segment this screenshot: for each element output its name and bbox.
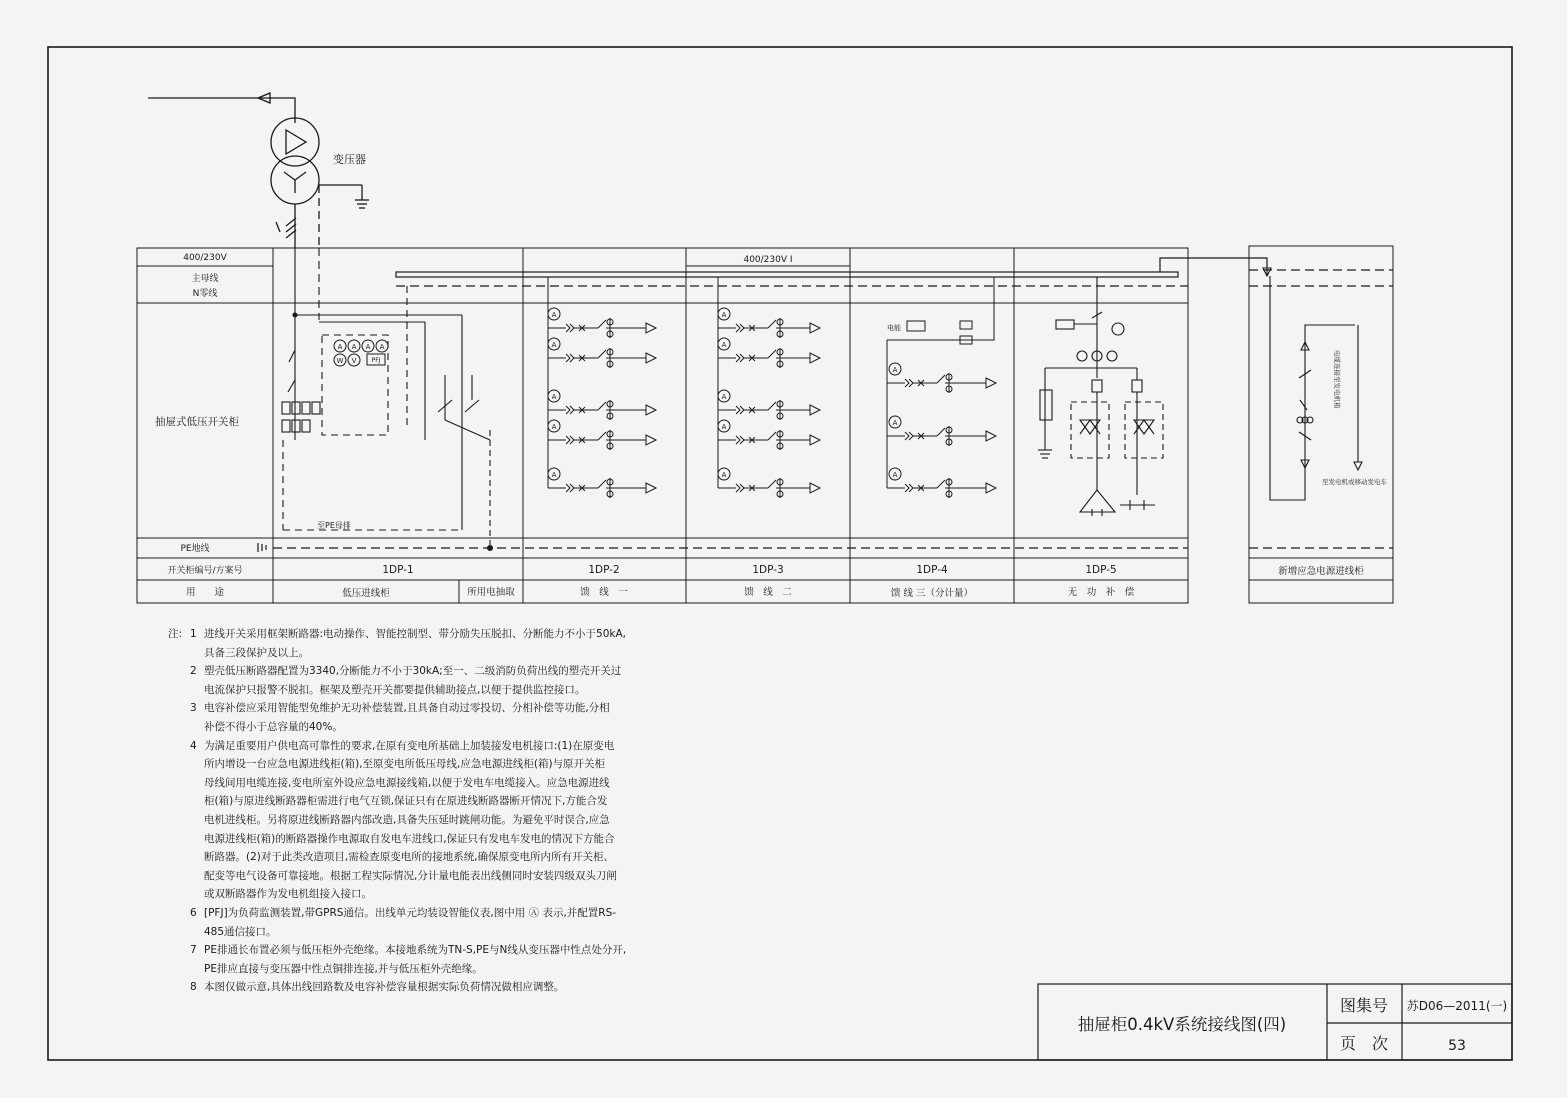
- usage-label: 用 途: [185, 587, 225, 598]
- ammeter-symbol-text: A: [721, 423, 727, 431]
- note-item: [168, 662, 728, 699]
- ammeter-symbol-text: A: [892, 419, 898, 427]
- feeder-branch: [718, 478, 820, 498]
- panel-id-5: 1DP-5: [1085, 564, 1117, 576]
- feeder-branch: [718, 400, 820, 420]
- ammeter-symbol-text: A: [365, 343, 371, 351]
- feeder-branch: [548, 430, 656, 450]
- ammeter-symbol-text: A: [551, 393, 557, 401]
- fuse-box: [960, 321, 972, 329]
- emergency-circuit: [1263, 268, 1362, 500]
- ammeter-symbol-text: A: [892, 471, 898, 479]
- cabinet-no-label: 开关柜编号/方案号: [167, 566, 243, 576]
- atlas-label: 图集号: [1339, 996, 1389, 1015]
- main-busbar: [258, 258, 1393, 552]
- main-bus-label: 主母线: [191, 274, 219, 284]
- transformer: [148, 93, 369, 248]
- feeder-branch: [887, 478, 996, 498]
- panel-id-2: 1DP-2: [588, 564, 620, 576]
- feeder-branch: [548, 318, 656, 338]
- panel-usage-1: 低压进线柜: [342, 588, 390, 599]
- note-item: [168, 699, 728, 736]
- note-number: 4: [190, 739, 197, 752]
- note-item: [168, 978, 728, 997]
- panel-usage-4: 馈 线 三（分计量）: [890, 588, 974, 599]
- feeder-branch: [887, 373, 996, 393]
- feeder-branch: [548, 348, 656, 368]
- drawing-title: 抽屉柜0.4kV系统接线图(四): [1077, 1015, 1287, 1034]
- panel-id-1: 1DP-1: [382, 564, 414, 576]
- neutral-label: N零线: [192, 289, 218, 299]
- feeder-branch: [548, 478, 656, 498]
- feeder-branch: [718, 430, 820, 450]
- ammeter-symbol-text: A: [551, 423, 557, 431]
- panel-usage-3: 馈 线 二: [744, 587, 792, 598]
- voltage-center-label: 400/230V Ⅰ: [743, 255, 793, 265]
- note-item: [168, 941, 728, 978]
- note-number: 7: [190, 944, 197, 957]
- note-text: 电容补偿应采用智能型免维护无功补偿装置,且具备自动过零投切、分相补偿等功能,分相 补偿不得小于总容量的40%。: [204, 702, 610, 733]
- feeder-circuits: [548, 277, 996, 498]
- note-item: [168, 625, 728, 662]
- note-text: PE排通长布置必须与低压柜外壳绝缘。本接地系统为TN-S,PE与N线从变压器中性点处分开, PE排应直接与变压器中性点铜排连接,并与低压柜外壳绝缘。: [204, 944, 627, 975]
- notes-section: [168, 625, 728, 997]
- note-number: 2: [190, 665, 197, 678]
- emergency-side-label: 电缆连接至发电机箱: [1333, 350, 1341, 409]
- atlas-value: 苏D06—2011(一): [1406, 999, 1508, 1013]
- emergency-bottom-label: 至发电机或移动发电车: [1322, 478, 1387, 486]
- metering-label: 电能: [887, 324, 901, 332]
- note-item: [168, 904, 728, 941]
- ammeter-symbol-text: A: [892, 366, 898, 374]
- pfj-label: PFJ: [371, 357, 381, 364]
- page-value: 53: [1448, 1038, 1466, 1054]
- ammeter-symbol-text: A: [721, 341, 727, 349]
- note-number: 1: [190, 628, 197, 640]
- note-text: 塑壳低压断路器配置为3340,分断能力不小于30kA;至一、二级消防负荷出线的塑壳开关过 电流保护只报警不脱扣。框架及塑壳开关都要提供辅助接点,以便于提供监控接口。: [204, 665, 622, 696]
- emergency-usage: 新增应急电源进线柜: [1278, 566, 1364, 577]
- feeder-branch: [548, 400, 656, 420]
- ammeter-symbol-text: A: [551, 311, 557, 319]
- ammeter-symbol-text: A: [721, 311, 727, 319]
- ammeter-symbol-text: A: [721, 471, 727, 479]
- notes-prefix: 注:: [168, 628, 183, 640]
- feeder-branch: [718, 318, 820, 338]
- note-text: 进线开关采用框架断路器:电动操作、智能控制型、带分励失压脱扣、分断能力不小于50kA, 具备三段保护及以上。: [204, 628, 626, 659]
- wattmeter-symbol-text: W: [336, 357, 344, 365]
- note-number: 6: [190, 906, 197, 919]
- note-text: [PFJ]为负荷监测装置,带GPRS通信。出线单元均装设智能仪表,图中用 Ⓐ 表示,并配置RS- 485通信接口。: [204, 906, 617, 938]
- page-label: 页 次: [1339, 1034, 1389, 1053]
- panel-usage-1b: 所用电抽取: [467, 587, 515, 598]
- cabinet-type-label: 抽屉式低压开关柜: [155, 416, 239, 428]
- panel-id-4: 1DP-4: [916, 564, 948, 576]
- panel-usage-2: 馈 线 一: [580, 587, 628, 598]
- feeder-branch: [887, 426, 996, 446]
- note-item: [168, 737, 728, 904]
- note-number: 3: [190, 702, 197, 715]
- pe-label: PE地线: [180, 544, 210, 554]
- energy-meter-box: [907, 321, 925, 331]
- panel-id-3: 1DP-3: [752, 564, 784, 576]
- voltage-left-label: 400/230V: [183, 253, 227, 263]
- feeder-branch: [718, 348, 820, 368]
- ammeter-symbol-text: A: [337, 343, 343, 351]
- note-text: 为满足重要用户供电高可靠性的要求,在原有变电所基础上加装接发电机接口:(1)在原变电 所内增设一台应急电源进线柜(箱),至原变电所低压母线,应急电源进线柜(箱)与原开关柜 母线间用电缆连接,变电所室外设应急电源接线箱,以便于发电车电缆接入。应急电源进线 柜(箱)与原进线断路器柜需进行电气互锁,保证只有在原进线断路器断开情况下,方能合发 电机进线柜。另将原进线断路器内部改造,具备失压延时跳闸功能。为避免平时误合,应急 电源进线柜(箱)的断路器操作电源取自发电车进线口,保证只有发电车发电的情况下方能合 断路器。(2)对于此类改造项目,需检查原变电所的接地系统,确保原变电所内所有开关柜、 配变等电气设备可靠接地。根据工程实际情况,分计量电能表出线侧同时安装四级双头刀闸 或双断路器作为发电机组接入接口。: [204, 739, 617, 901]
- voltmeter-symbol-text: V: [351, 357, 357, 365]
- incoming-circuit: [282, 248, 493, 551]
- panel-usage-5: 无 功 补 偿: [1067, 587, 1135, 598]
- ammeter-symbol-text: A: [721, 393, 727, 401]
- transformer-label: 变压器: [333, 153, 366, 166]
- ammeter-symbol-text: A: [379, 343, 385, 351]
- incoming-meters: [334, 340, 388, 366]
- ammeter-symbol-text: A: [551, 341, 557, 349]
- note-text: 本图仅做示意,具体出线回路数及电容补偿容量根据实际负荷情况做相应调整。: [204, 981, 565, 994]
- ammeter-symbol-text: A: [551, 471, 557, 479]
- compensation-circuit: [1038, 277, 1163, 516]
- note-number: 8: [190, 981, 197, 994]
- emergency-table: [1249, 246, 1393, 603]
- pe-bus-label: 至PE母排: [317, 521, 351, 530]
- ammeter-symbol-text: A: [351, 343, 357, 351]
